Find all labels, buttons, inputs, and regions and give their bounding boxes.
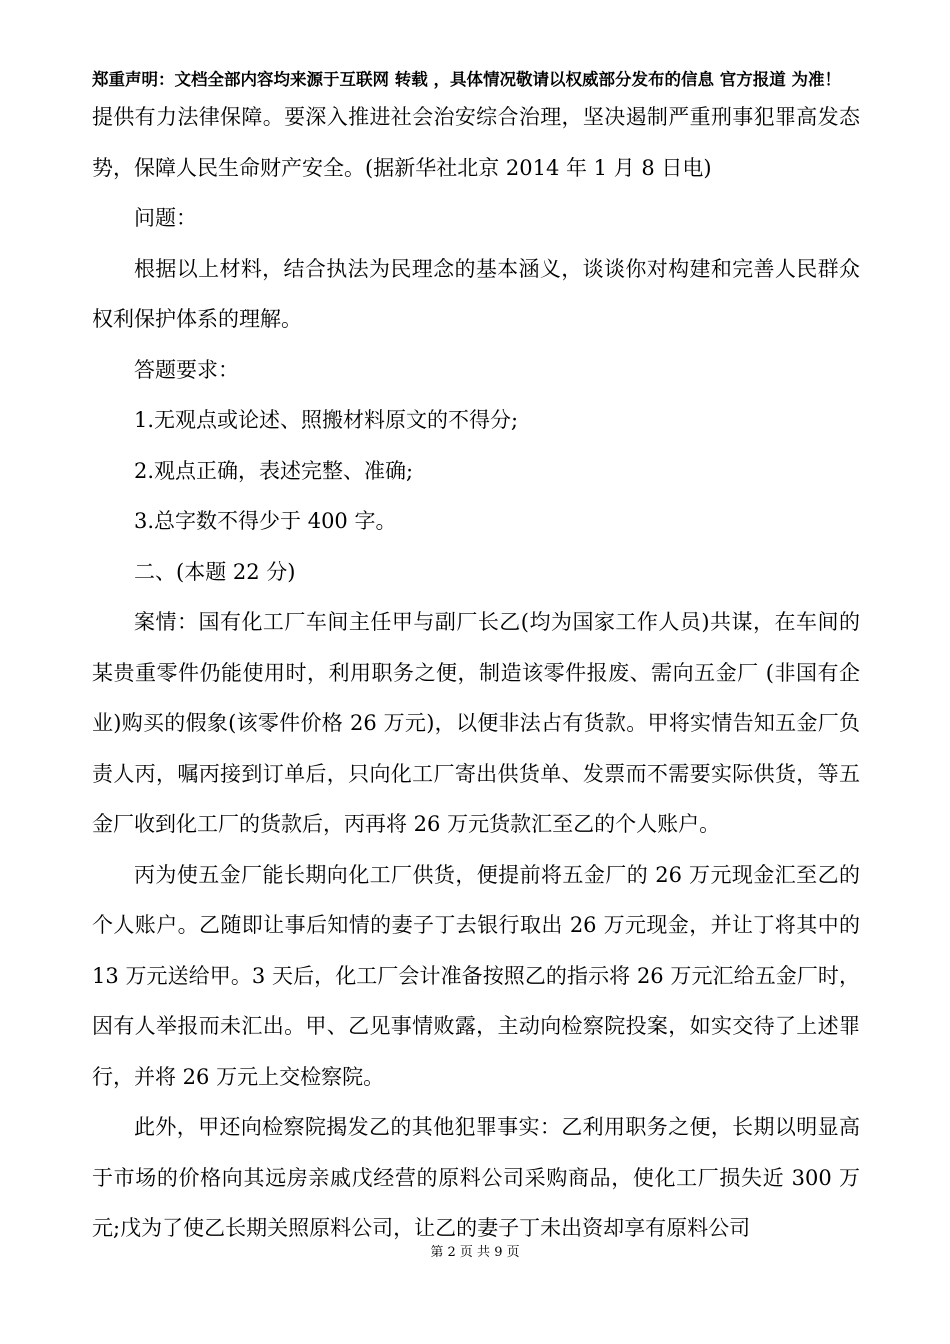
section-heading: 二、(本题 22 分) xyxy=(134,559,296,584)
document-body xyxy=(92,92,860,1254)
paragraph: 提供有力法律保障。要深入推进社会治安综合治理，坚决遏制严重刑事犯罪高发态势，保障人民生命财产安全。(据新华社北京 2014 年 1 月 8 日电) xyxy=(92,105,860,180)
paragraph: 3.总字数不得少于 400 字。 xyxy=(134,509,397,533)
disclaimer-header: 郑重声明：文档全部内容均来源于互联网 转载 ，具体情况敬请以权威部分发布的信息 官方报道 为准！ xyxy=(92,70,841,89)
paragraph: 案情：国有化工厂车间主任甲与副厂长乙(均为国家工作人员)共谋，在车间的某贵重零件仍能使用时，利用职务之便，制造该零件报废、需向五金厂 (非国有企业)购买的假象(该零件价格 26 万元)，以便非法占有货款。甲将实情告知五金厂负责人丙，嘱丙接到订单后，只向化工厂寄出供货单、发票而不需要实际供货，等五金厂收到化工厂的货款后，丙再将 26 万元货款汇至乙的个人账户。 xyxy=(92,610,860,836)
paragraph: 1.无观点或论述、照搬材料原文的不得分; xyxy=(134,408,519,432)
paragraph: 丙为使五金厂能长期向化工厂供货，便提前将五金厂的 26 万元现金汇至乙的个人账户。乙随即让事后知情的妻子丁去银行取出 26 万元现金，并让丁将其中的 13 万元送给甲。3 天后，化工厂会计准备按照乙的指示将 26 万元汇给五金厂时，因有人举报而未汇出。甲、乙见事情败露，主动向检察院投案，如实交待了上述罪行，并将 26 万元上交检察院。 xyxy=(92,862,860,1089)
page-number: 第 2 页 共 9 页 xyxy=(430,1245,520,1260)
paragraph: 2.观点正确，表述完整、准确; xyxy=(134,458,414,483)
paragraph: 根据以上材料，结合执法为民理念的基本涵义，谈谈你对构建和完善人民群众权利保护体系的理解。 xyxy=(92,256,860,331)
paragraph: 答题要求： xyxy=(134,357,239,382)
paragraph: 此外，甲还向检察院揭发乙的其他犯罪事实：乙利用职务之便，长期以明显高于市场的价格向其远房亲戚戊经营的原料公司采购商品，使化工厂损失近 300 万元;戊为了使乙长期关照原料公司，让乙的妻子丁未出资却享有原料公司 xyxy=(92,1115,860,1240)
paragraph: 问题： xyxy=(134,206,197,230)
